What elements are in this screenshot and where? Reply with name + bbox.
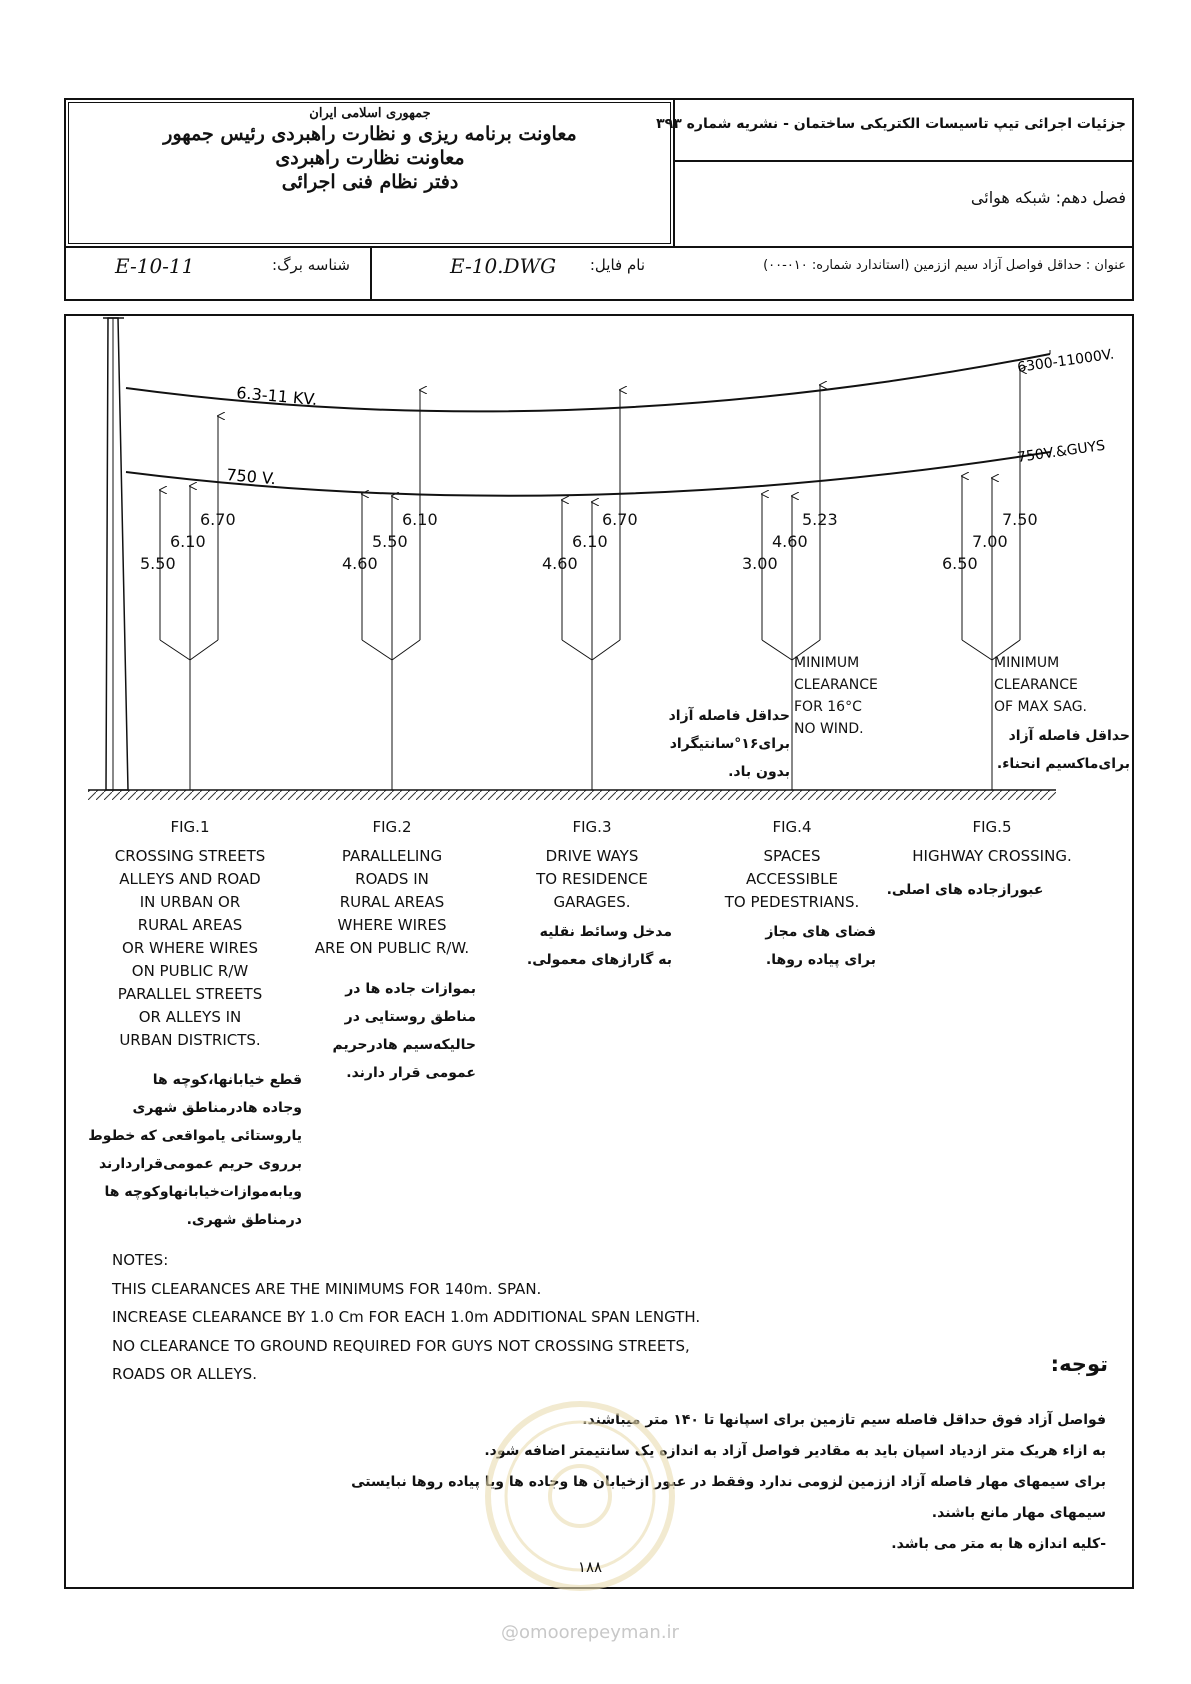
figure-description-fa [700,918,876,974]
minimum-clearance-note-fa-line: بدون باد. [728,764,790,780]
figure-description-en: RURAL AREAS [339,893,445,911]
clearance-branch-left [762,640,792,660]
minimum-clearance-note-fa-line: حداقل فاصله آزاد [1008,728,1130,744]
minimum-clearance-note-line: OF MAX SAG. [994,699,1087,715]
figure-caption [292,816,492,960]
clearance-value: 6.70 [602,510,638,529]
watermark-text: @omoorepeyman.ir [501,1622,679,1643]
org-line-1: جمهوری اسلامی ایران [309,106,431,121]
note-fa-line-2: به ازاء هریک متر ازدیاد اسپان باید به مقادیر فواصل آزاد به اندازه یک سانتیمتر اضافه شود. [484,1443,1106,1459]
figure-description-fa-line: درمناطق شهری. [186,1212,302,1228]
clearance-value: 5.23 [802,510,838,529]
ground-line [88,790,1056,800]
figure-caption [90,816,290,1052]
figure-description-fa [860,876,1070,904]
clearance-value: 4.60 [342,554,378,573]
publication-title: جزئیات اجرائی تیپ تاسیسات الکتریکی ساختمان - نشریه شماره ۳۹۳ [656,116,1126,132]
clearance-value: 6.10 [170,532,206,551]
figure-description-en: PARALLEL STREETS [117,985,263,1003]
utility-pole [103,318,128,790]
figure-description-en: ROADS IN [355,870,429,888]
clearance-branch-left [562,640,592,660]
figure-description-fa-line: بموازات جاده ها در [345,981,476,997]
figure-description-en: GARAGES. [553,893,631,911]
figure-description-en: TO PEDESTRIANS. [724,893,860,911]
figure-description-fa [502,918,672,974]
clearance-branch-left [362,640,392,660]
sheet-id-label: شناسه برگ: [272,256,350,274]
figure-description-en: PARALLELING [341,847,443,865]
hv-right-label: 6300-11000V. [1016,346,1116,376]
page-number: ۱۸۸ [577,1558,603,1576]
figure-caption [892,816,1092,868]
clearance-value: 6.10 [402,510,438,529]
lv-right-label: 750V.&GUYS [1016,437,1107,466]
org-line-3: معاونت نظارت راهبردی [275,147,465,169]
figure-description-en: ACCESSIBLE [745,870,838,888]
figure-description-en: TO RESIDENCE [536,870,648,888]
notes-english [112,1246,700,1389]
figure-description-fa-line: مناطق روستایی در [344,1009,476,1025]
org-line-4: دفتر نظام فنی اجرائی [281,171,459,193]
figure-description-en: SPACES [763,847,821,865]
clearance-branch-left [160,640,190,660]
figure-caption [492,816,692,914]
figure-description-en: HIGHWAY CROSSING. [912,847,1072,865]
org-line-2: معاونت برنامه ریزی و نظارت راهبردی رئیس جمهور [163,123,577,145]
figure-description-en: ON PUBLIC R/W [131,962,249,980]
clearance-value: 6.10 [572,532,608,551]
minimum-clearance-note-line: MINIMUM [794,655,860,671]
hv-label: 6.3-11 KV. [235,383,319,410]
figure-description-fa-line: فضای های مجاز [765,924,876,940]
figure-description-en: IN URBAN OR [139,893,241,911]
minimum-clearance-note-fa-line: برای۱۶°سانتیگراد [669,736,790,752]
figure-description-fa-line: قطع خیابانها،کوچه ها [152,1072,302,1088]
figure-description-fa-line: عمومی قرار دارند. [346,1065,476,1081]
figure-description-fa-line: وجاده هادرمناطق شهری [132,1100,302,1116]
clearance-value: 3.00 [742,554,778,573]
figure-description-en: RURAL AREAS [137,916,243,934]
figure-number: FIG.1 [170,818,210,836]
figure-description-fa-line: حالیکه‌سیم هادرحریم [332,1037,476,1053]
figure-description-fa [300,975,476,1087]
minimum-clearance-note-fa-line: حداقل فاصله آزاد [668,708,790,724]
clearance-value: 7.50 [1002,510,1038,529]
clearance-branch-right [592,640,620,660]
figure-description-fa-line: عبورازجاده های اصلی. [886,882,1044,898]
note-line-2: INCREASE CLEARANCE BY 1.0 Cm FOR EACH 1.0m ADDITIONAL SPAN LENGTH. [112,1308,701,1326]
note-fa-line-1: فواصل آزاد فوق حداقل فاصله سیم تازمین برای اسپانها تا ۱۴۰ متر میباشند. [582,1412,1106,1428]
minimum-clearance-note-fa [980,722,1130,778]
drawing-title: عنوان : حداقل فواصل آزاد سیم اززمین (استاندارد شماره: ۰۱۰-۰۰) [763,258,1126,273]
figure-description-en: OR WHERE WIRES [122,939,258,957]
minimum-clearance-note-line: CLEARANCE [994,677,1078,693]
figure-number: FIG.4 [772,818,812,836]
figure-description-en: OR ALLEYS IN [138,1008,242,1026]
lv-label: 750 V. [225,465,277,489]
clearance-branch-right [392,640,420,660]
minimum-clearance-note-line: MINIMUM [994,655,1060,671]
clearance-branch-left [962,640,992,660]
clearance-value: 7.00 [972,532,1008,551]
figure-description-en: ALLEYS AND ROAD [119,870,261,888]
figure-description-fa-line: یاروستائی یامواقعی که خطوط [88,1128,302,1144]
figure-arrows [160,370,1020,790]
figure-description-en: ARE ON PUBLIC R/W. [314,939,470,957]
file-name-label: نام فایل: [589,256,645,274]
minimum-clearance-note-line: FOR 16°C [794,699,862,715]
chapter-title: فصل دهم: شبکه هوائی [970,188,1126,207]
clearance-value: 4.60 [772,532,808,551]
figure-description-fa-line: برای پیاده روها. [765,952,876,968]
clearance-value: 5.50 [140,554,176,573]
clearance-value: 4.60 [542,554,578,573]
figure-description-fa-line: مدخل وسائط نقلیه [539,924,672,940]
minimum-clearance-note-fa [620,702,790,786]
sheet-id-value: E-10-11 [115,254,195,278]
note-line-4: ROADS OR ALLEYS. [112,1365,257,1383]
figure-description-en: CROSSING STREETS [114,847,266,865]
notes-heading: NOTES: [112,1251,169,1269]
figure-description-fa-line: به گارازهای معمولی. [526,952,672,968]
note-fa-line-4: سیمهای مهار مانع باشند. [931,1505,1106,1521]
figure-description-fa [88,1066,302,1234]
note-line-1: THIS CLEARANCES ARE THE MINIMUMS FOR 140m. SPAN. [112,1279,542,1298]
minimum-clearance-note-line: CLEARANCE [794,677,878,693]
minimum-clearance-note-fa-line: برای‌ماکسیم انحناء. [996,756,1130,772]
note-fa-line-3: برای سیمهای مهار فاصله آزاد اززمین لزومی ندارد وفقط در عبور ازخیابان ها وجاده ها ویا پیاده روها نبایستی [351,1474,1106,1490]
clearance-value: 6.50 [942,554,978,573]
note-fa-line-5: -کلیه اندازه ها به متر می باشد. [891,1536,1106,1552]
minimum-clearance-note [794,652,878,740]
figure-description-en: DRIVE WAYS [545,847,639,865]
file-name-value: E-10.DWG [450,254,557,278]
note-line-3: NO CLEARANCE TO GROUND REQUIRED FOR GUYS NOT CROSSING STREETS, [112,1336,690,1355]
notes-persian-heading: توجه: [1050,1352,1108,1376]
minimum-clearance-note [994,652,1087,718]
figure-number: FIG.5 [972,818,1012,836]
minimum-clearance-note-line: NO WIND. [794,721,864,737]
figure-description-en: WHERE WIRES [337,916,447,934]
figure-description-en: URBAN DISTRICTS. [119,1031,261,1049]
clearance-branch-right [190,640,218,660]
figure-description-fa-line: برروی حریم عمومی‌قراردارند [98,1156,302,1172]
clearance-value: 5.50 [372,532,408,551]
figure-number: FIG.3 [572,818,612,836]
clearance-value: 6.70 [200,510,236,529]
figure-description-fa-line: ویابه‌موازات‌خیابانهاوکوچه ها [104,1184,302,1200]
figure-number: FIG.2 [372,818,412,836]
